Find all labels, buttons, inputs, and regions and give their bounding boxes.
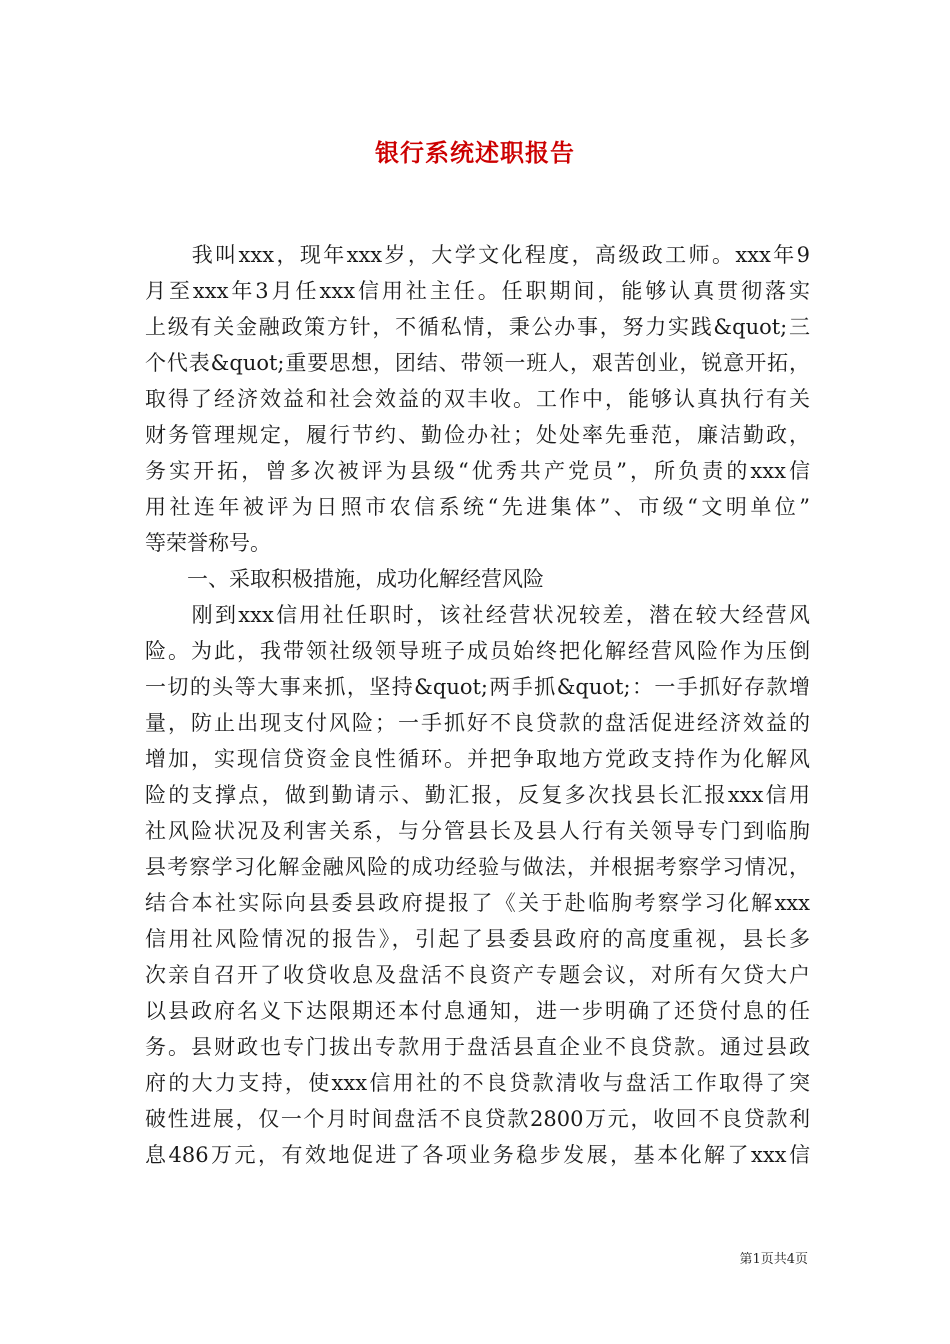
body-line: 一切的头等大事来抓，坚持&quot;两手抓&quot;：一手抓好存款增 (145, 675, 810, 699)
body-line: 次亲自召开了收贷收息及盘活不良资产专题会议，对所有欠贷大户 (145, 963, 810, 987)
body-line: 月至xxx年3月任xxx信用社主任。任职期间，能够认真贯彻落实 (145, 279, 810, 303)
body-line: 财务管理规定，履行节约、勤俭办社；处处率先垂范，廉洁勤政， (145, 423, 810, 447)
body-line: 量，防止出现支付风险；一手抓好不良贷款的盘活促进经济效益的 (145, 711, 810, 735)
body-line: 破性进展，仅一个月时间盘活不良贷款2800万元，收回不良贷款利 (145, 1107, 810, 1131)
body-line: 信用社风险情况的报告》，引起了县委县政府的高度重视，县长多 (145, 927, 810, 951)
body-line: 县考察学习化解金融风险的成功经验与做法，并根据考察学习情况， (145, 855, 810, 879)
body-line: 务实开拓，曾多次被评为县级“优秀共产党员”，所负责的xxx信 (145, 459, 810, 483)
body-line: 用社连年被评为日照市农信系统“先进集体”、市级“文明单位” (145, 495, 810, 519)
body-line: 社风险状况及利害关系，与分管县长及县人行有关领导专门到临朐 (145, 819, 810, 843)
body-line: 险的支撑点，做到勤请示、勤汇报，反复多次找县长汇报xxx信用 (145, 783, 810, 807)
body-line: 以县政府名义下达限期还本付息通知，进一步明确了还贷付息的任 (145, 999, 810, 1023)
body-line: 增加，实现信贷资金良性循环。并把争取地方党政支持作为化解风 (145, 747, 810, 771)
body-line: 结合本社实际向县委县政府提报了《关于赴临朐考察学习化解xxx (145, 891, 810, 915)
body-line: 等荣誉称号。 (145, 531, 271, 555)
body-line: 刚到xxx信用社任职时，该社经营状况较差，潜在较大经营风 (145, 603, 810, 627)
body-line: 我叫xxx，现年xxx岁，大学文化程度，高级政工师。xxx年9 (145, 243, 810, 267)
body-line: 取得了经济效益和社会效益的双丰收。工作中，能够认真执行有关 (145, 387, 810, 411)
body-line: 息486万元，有效地促进了各项业务稳步发展，基本化解了xxx信 (145, 1143, 810, 1167)
body-line: 府的大力支持，使xxx信用社的不良贷款清收与盘活工作取得了突 (145, 1071, 810, 1095)
document-title: 银行系统述职报告 (375, 138, 575, 167)
body-line: 个代表&quot;重要思想，团结、带领一班人，艰苦创业，锐意开拓， (145, 351, 810, 375)
section-heading: 一、采取积极措施，成功化解经营风险 (145, 567, 544, 591)
body-line: 上级有关金融政策方针，不循私情，秉公办事，努力实践&quot;三 (145, 315, 810, 339)
body-line: 险。为此，我带领社级领导班子成员始终把化解经营风险作为压倒 (145, 639, 810, 663)
body-line: 务。县财政也专门拔出专款用于盘活县直企业不良贷款。通过县政 (145, 1035, 810, 1059)
page-number: 第1页共4页 (739, 1252, 808, 1267)
